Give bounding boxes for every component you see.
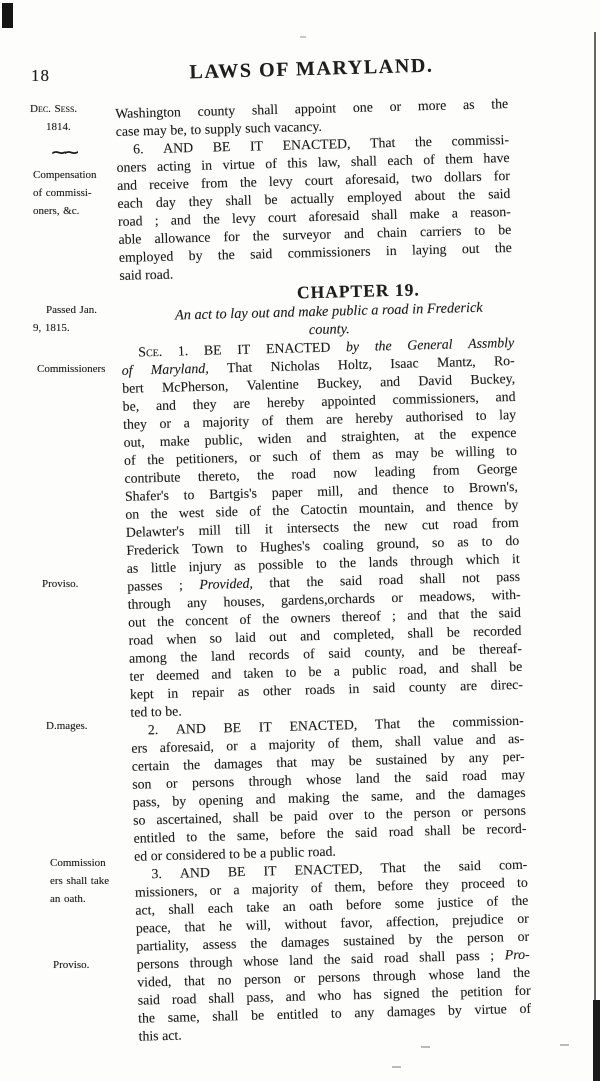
scan-speck [560,1044,569,1046]
text-line: Passed Jan. [46,304,97,316]
text-line: oners, &c. [33,205,80,217]
scan-corner-mark [2,3,13,28]
text-line: case may be, to supply such vacancy. [115,118,322,139]
text-line: through any houses, gardens,orchards or meadows, with- [127,586,521,612]
text-line: employed by the said commissioners in laying out the [118,239,512,265]
page-title: LAWS OF MARYLAND. [189,54,434,84]
main-text-column [115,95,532,1046]
text-line: 9, 1815. [33,322,70,334]
text-line: Compensation [33,169,97,181]
margin-note-session [30,100,122,136]
scan-edge-line [594,32,596,1004]
text-line: be, and they are hereby appointed commissioners, and [122,388,516,414]
text-line: out, make public, widen and straighten, at the expence [123,424,517,450]
margin-note-compensation [33,166,125,220]
text-line: Washington county shall appoint one or more as the [115,96,509,121]
text-line: said road shall pass, and who has signed the petition for [137,982,531,1008]
page-number: 18 [31,66,50,85]
margin-note-passed-date [33,301,125,337]
text-line: Sce. 1. BE IT ENACTED by the General Assmbly [138,334,515,360]
scan-speck [300,36,306,38]
text-line: they or a majority of them are hereby authorised to lay [122,406,517,432]
text-line: Dec. Sess. [30,103,78,115]
text-line: so ascertained, shall be paid over to the person or persons [132,802,527,828]
text-line: passes ; Provided, that the said road shall not pass [127,568,521,594]
text-line: persons through whose land the said road shall pass ; Pro- [136,946,530,972]
text-line: as little injury as possible to the lands through which it [126,550,520,576]
text-line: ed or considered to be a public road. [133,843,337,864]
text-line: and receive from the levy court aforesaid, two dollars for [116,168,511,193]
text-line: missioners, or a majority of them, before they proceed to [134,874,528,900]
text-line: each day they shall be actually employed about the said [117,186,511,211]
text-line: road ; and the levy court aforesaid shall make a reason- [117,203,511,229]
text-line: among the land records of said county, and be thereaf- [128,640,523,666]
text-line: Proviso. [53,959,90,971]
text-line: contribute thereto, the road now leading from George [124,460,518,486]
text-line: 6. AND BE IT ENACTED, That the commissi- [132,132,510,157]
text-line: of the petitioners, or such of them as may be willing to [123,442,518,468]
text-line: road when so laid out and completed, shall be recorded [128,622,522,648]
scan-speck [392,1066,401,1068]
paragraph-section-2 [131,712,528,866]
text-line: 1814. [46,121,71,133]
text-line: ter deemed and taken to be a public road, and shall be [129,658,523,684]
text-line: An act to lay out and make public a road in Frederick [174,299,483,324]
text-line: vided, that no person or persons through whose land the [137,964,531,990]
text-line: partiality, assess the damages sustained by the person or [136,928,530,954]
flourish-ornament: ∼∼ [50,143,76,161]
text-line: 3. AND BE IT ENACTED, That the said com- [151,856,528,882]
paragraph-section-6 [116,131,513,285]
scan-edge-bar [593,1000,600,1081]
text-line: able allowance for the surveyor and chain carriers to be [118,221,512,247]
text-line: D.mages. [46,720,88,732]
margin-note-proviso-2 [53,956,145,974]
text-line: this act. [138,1027,182,1044]
text-line: Shafer's to Bartgis's paper mill, and thence to Brown's, [124,478,518,504]
text-line: Commissioners [37,363,106,375]
text-line: ted to be. [130,703,182,720]
chapter-heading: CHAPTER 19. [296,279,420,303]
text-line: Proviso. [42,578,79,590]
text-line: an oath. [50,893,86,905]
text-line: 2. AND BE IT ENACTED, That the commission- [147,712,524,738]
text-line: kept in repair as other roads in said county are direc- [129,676,524,702]
text-line: of commissi- [33,187,92,199]
text-line: ers aforesaid, or a majority of them, shall value and as- [131,730,525,756]
text-line: act, shall each take an oath before some justice of the [135,892,529,918]
text-line: the same, shall be entitled to any damages by virtue of [137,1000,532,1026]
margin-note-damages [46,717,138,735]
margin-note-oath [50,854,142,908]
text-line: Delawter's mill till it intersects the new cut road from [125,514,519,540]
text-line: out the concent of the owners thereof ; and that the said [127,604,522,630]
text-line: Commission [50,857,106,869]
text-line: on the west side of the Catoctin mountain, and thence by [125,496,519,522]
scan-speck [421,1046,430,1048]
margin-note-commissioners [37,360,129,378]
text-line: Frederick Town to Hughes's coaling ground, so as to do [126,532,520,558]
paragraph-section-1 [121,334,523,722]
text-line: ers shall take [50,875,110,887]
text-line: oners acting in virtue of this law, shall each of them have [116,150,510,175]
text-line: pass, by opening and making the same, and the damages [132,784,526,810]
text-line: peace, that he will, without favor, affection, prejudice or [135,910,529,936]
text-line: certain the damages that may be sustained by any per- [131,748,525,774]
text-line: county. [308,321,350,339]
text-line: son or persons through whose land the said road may [132,766,526,792]
paragraph-section-3 [134,856,531,1046]
text-line: bert McPherson, Valentine Buckey, and David Buckey, [122,370,516,396]
text-line: entitled to the same, before the said road shall be record- [133,820,527,846]
text-line: said road. [119,266,174,283]
text-line: of Maryland, That Nicholas Holtz, Isaac Mantz, Ro- [121,352,515,378]
margin-note-proviso-1 [42,575,134,593]
